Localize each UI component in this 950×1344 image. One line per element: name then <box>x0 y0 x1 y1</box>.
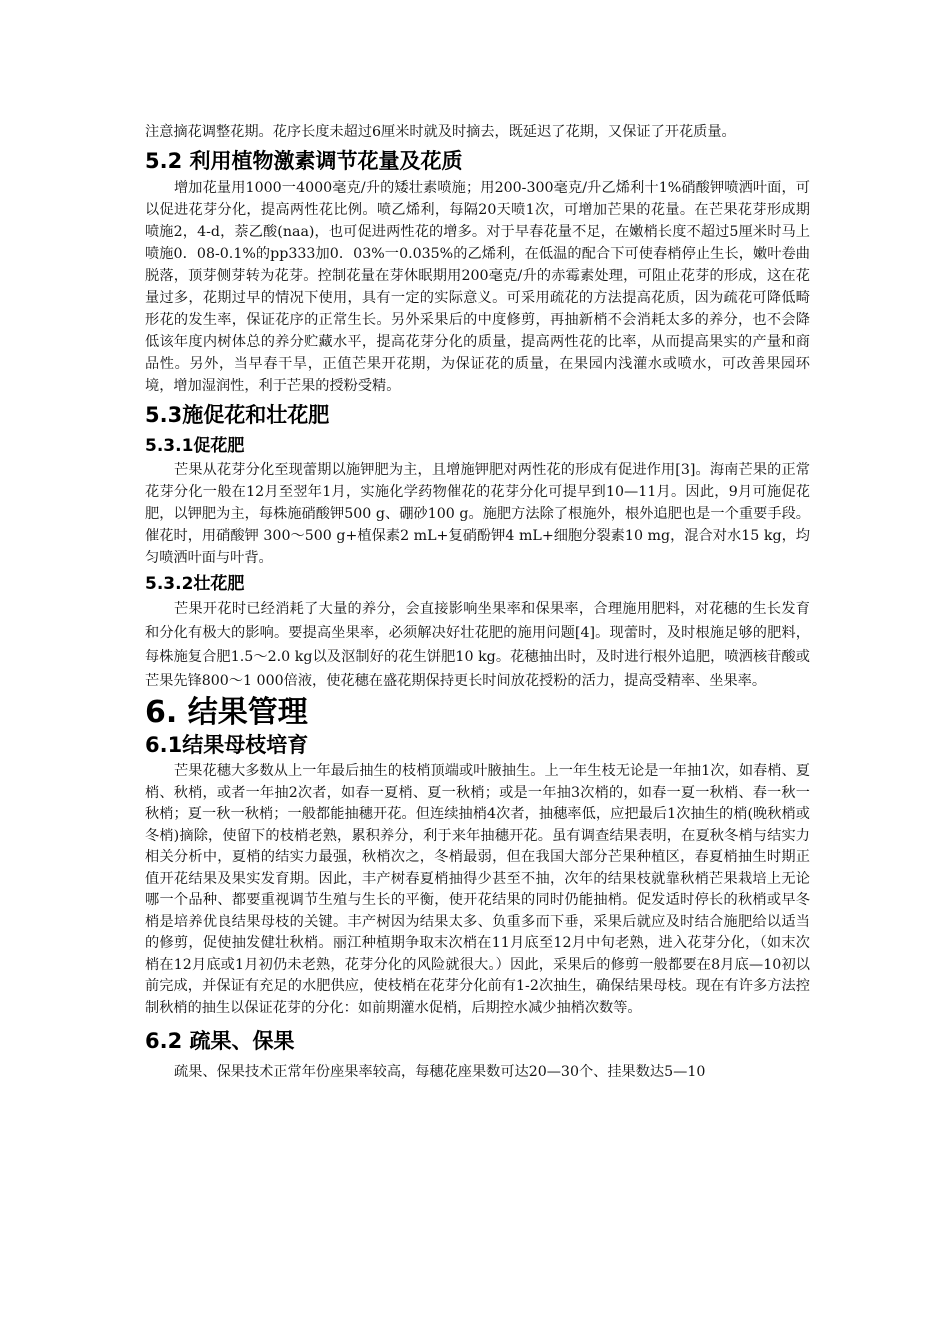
section-5-3-2-heading: 5.3.2壮花肥 <box>145 574 245 594</box>
section-6-2-paragraph: 疏果、保果技术正常年份座果率较高，每穗花座果数可达20—30个、挂果数达5—10 <box>174 1064 706 1080</box>
document-body <box>145 121 810 1083</box>
section-5-3-2-paragraph: 芒果开花时已经消耗了大量的养分，会直接影响坐果率和保果率，合理施用肥料，对花穗的生长发育和分化有极大的影响。要提高坐果率，必须解决好壮花肥的施用问题[4]。现蕾时，及时根施足够的肥料，每株施复合肥1.5～2.0 kg以及沤制好的花生饼肥10 kg。花穗抽出时，及时进行根外追肥，喷洒核苷酸或芒果先锋800～1 000倍液，使花穗在盛花期保持更长时间放花授粉的活力，提高受精率、坐果率。 <box>145 601 810 689</box>
section-6-heading: 6. 结果管理 <box>145 695 308 730</box>
section-5-3-1-paragraph: 芒果从花芽分化至现蕾期以施钾肥为主，且增施钾肥对两性花的形成有促进作用[3]。海南芒果的正常花芽分化一般在12月至翌年1月，实施化学药物催花的花芽分化可提早到10—11月。因此，9月可施促花肥，以钾肥为主，每株施硝酸钾500 g、硼砂100 g。施肥方法除了根施外，根外追肥也是一个重要手段。催花时，用硝酸钾 300～500 g+植保素2 mL+复硝酚钾4 mL+细胞分裂素10 mg，混合对水15 kg，均匀喷洒叶面与叶背。 <box>145 462 810 566</box>
section-6-1-paragraph: 芒果花穗大多数从上一年最后抽生的枝梢顶端或叶腋抽生。上一年生枝无论是一年抽1次，如春梢、夏梢、秋梢，或者一年抽2次者，如春一夏梢、夏一秋梢；或是一年抽3次梢的，如春一夏一秋梢、春一秋一秋梢；夏一秋一秋梢；一般都能抽穗开花。但连续抽梢4次者，抽穗率低，应把最后1次抽生的梢(晚秋梢或冬梢)摘除，使留下的枝梢老熟，累积养分，利于来年抽穗开花。虽有调查结果表明，在夏秋冬梢与结实力相关分析中，夏梢的结实力最强，秋梢次之，冬梢最弱，但在我国大部分芒果种植区，春夏梢抽生时期正值开花结果及果实发育期。因此，丰产树春夏梢抽得少甚至不抽，次年的结果枝就靠秋梢芒果栽培上无论哪一个品种、都要重视调节生殖与生长的平衡，使开花结果的同时仍能抽梢。促发适时停长的秋梢或早冬梢是培养优良结果母枝的关键。丰产树因为结果太多、负重多而下垂，采果后就应及时结合施肥给以适当的修剪，促使抽发健壮秋梢。丽江种植期争取末次梢在11月底至12月中旬老熟，进入花芽分化，（如末次梢在12月底或1月初仍未老熟，花芽分化的风险就很大。）因此，采果后的修剪一般都要在8月底—10初以前完成，并保证有充足的水肥供应，使枝梢在花芽分化前有1-2次抽生，确保结果母枝。现在有许多方法控制秋梢的抽生以保证花芽的分化：如前期灌水促梢，后期控水减少抽梢次数等。 <box>145 763 810 1016</box>
section-5-3-heading: 5.3施促花和壮花肥 <box>145 403 330 427</box>
section-5-2-heading: 5.2 利用植物激素调节花量及花质 <box>145 149 463 173</box>
section-6-1-heading: 6.1结果母枝培育 <box>145 733 309 757</box>
section-6-2-heading: 6.2 疏果、保果 <box>145 1029 295 1053</box>
section-5-2-paragraph: 增加花量用1000一4000毫克/升的矮壮素喷施；用200-300毫克/升乙烯利十1%硝酸钾喷洒叶面，可以促进花芽分化，提高两性花比例。喷乙烯利，每隔20天喷1次，可增加芒果的花量。在芒果花芽形成期喷施2，4-d，萘乙酸(naa)，也可促进两性花的增多。对于早春花量不足，在嫩梢长度不超过5厘米时马上喷施0．08-0.1%的pp333加0．03%一0.035%的乙烯利，在低温的配合下可使春梢停止生长，嫩叶卷曲脱落，顶芽侧芽转为花芽。控制花量在芽休眠期用200毫克/升的赤霉素处理，可阻止花芽的形成，这在花量过多，花期过早的情况下使用，具有一定的实际意义。可采用疏花的方法提高花质，因为疏花可降低畸形花的发生率，保证花序的正常生长。另外采果后的中度修剪，再抽新梢不会消耗太多的养分，也不会降低该年度内树体总的养分贮藏水平，提高花芽分化的质量，提高两性花的比率，从而提高果实的产量和商品性。另外，当早春干旱，正值芒果开花期，为保证花的质量，在果园内浅灌水或喷水，可改善果园环境，增加湿润性，利于芒果的授粉受精。 <box>145 180 810 394</box>
section-5-3-1-heading: 5.3.1促花肥 <box>145 436 245 456</box>
intro-paragraph: 注意摘花调整花期。花序长度未超过6厘米时就及时摘去，既延迟了花期，又保证了开花质量。 <box>145 124 736 140</box>
